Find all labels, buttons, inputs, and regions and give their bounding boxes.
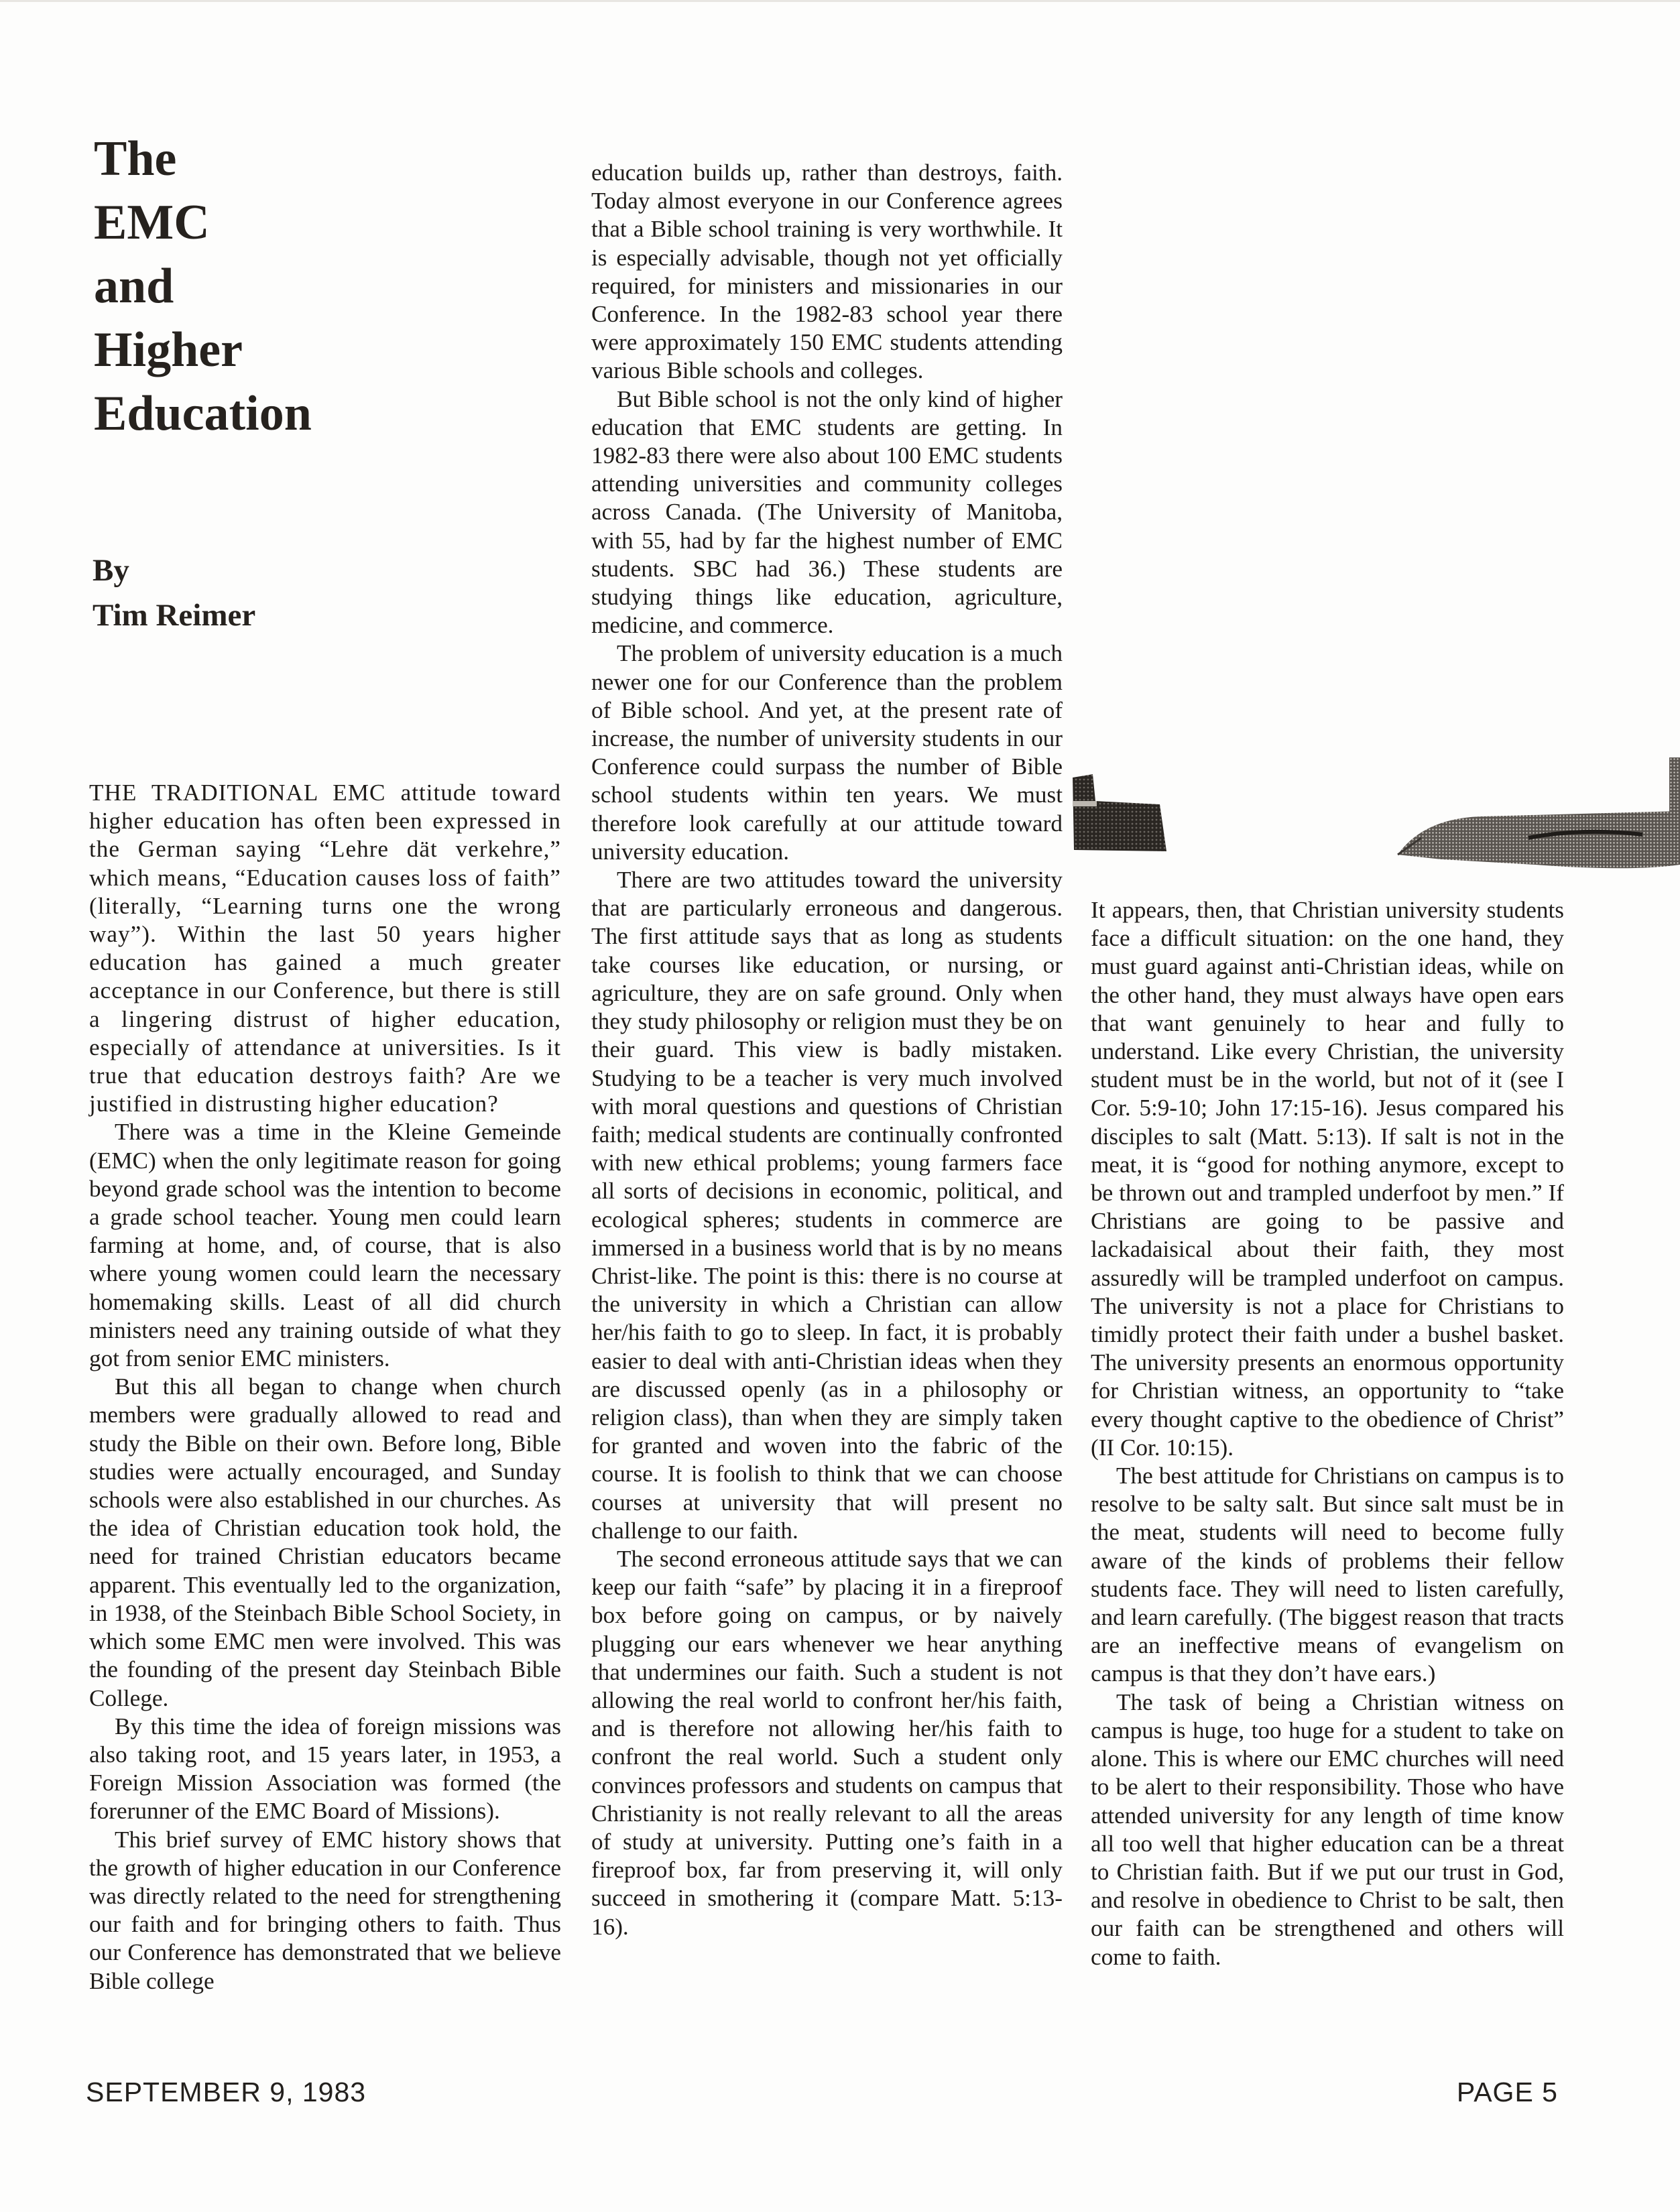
- paragraph: It appears, then, that Christian university students face a difficult situation: on the one hand, they must guard against anti-Christian ideas, while on the other hand, they must always have open ears that want genuinely to hear and fully to understand. Like every Christian, the university student must be in the world, but not of it (see I Cor. 5:9-10; John 17:15-16). Jesus compared his disciples to salt (Matt. 5:13). If salt is not in the meat, it is “good for nothing anymore, except to be thrown out and trampled underfoot by men.” If Christians are going to be passive and lackadaisical about their faith, they most assuredly will be trampled underfoot on campus. The university is not a place for Christians to timidly protect their faith under a bushel basket. The university presents an enormous opportunity for Christian witness, an opportunity to “take every thought captive to the obedience of Christ” (II Cor. 10:15).: [1091, 897, 1564, 1461]
- paragraph: The second erroneous attitude says that we can keep our faith “safe” by placing it in a fireproof box before going on campus, or by naively plugging our ears whenever we hear anything that undermines our faith. Such a student is not allowing the real world to confront her/his faith, and is therefore not allowing her/his faith to confront the real world. Such a student only convinces professors and students on campus that Christianity is not really relevant to all the areas of study at university. Putting one’s faith in a fireproof box, far from preserving it, will only succeed in smothering it (compare Matt. 5:13-16).: [591, 1545, 1063, 1940]
- title-line: and: [94, 259, 174, 314]
- page-number: PAGE 5: [1456, 2077, 1558, 2107]
- paragraph: This brief survey of EMC history shows that the growth of higher education in our Conference was directly related to the need for strengthening our faith and for bringing others to faith. Thus our Conference has demonstrated that we believe Bible college: [89, 1826, 561, 1994]
- article-title: [94, 127, 429, 446]
- paragraph: There are two attitudes toward the university that are particularly erroneous and dangerous. The first attitude says that as long as students take courses like education, or nursing, or agriculture, they are on safe ground. Only when they study philosophy or religion must they be on their guard. This view is badly mistaken. Studying to be a teacher is very much involved with moral questions and questions of Christian faith; medical students are continually confronted with new ethical problems; young farmers face all sorts of decisions in economic, political, and ecological spheres; students in commerce are immersed in a business world that is by no means Christ-like. The point is this: there is no course at the university in which a Christian can allow her/his faith to go to sleep. In fact, it is probably easier to deal with anti-Christian ideas when they are discussed openly (as in a philosophy or religion class), than when they are simply taken for granted and woven into the fabric of the course. It is foolish to think that we can choose courses at university that will present no challenge to our faith.: [591, 867, 1063, 1544]
- title-line: Higher: [94, 322, 243, 377]
- title-line: The: [94, 131, 177, 186]
- paragraph: THE TRADITIONAL EMC attitude toward higher education has often been expressed in the German saying “Lehre dät verkehre,” which means, “Education causes loss of faith” (literally, “Learning turns one the wrong way”). Within the last 50 years higher education has gained a much greater acceptance in our Conference, but there is still a lingering distrust of higher education, especially of attendance at universities. Is it true that education destroys faith? Are we justified in distrusting higher education?: [89, 780, 561, 1117]
- paragraph: The best attitude for Christians on campus is to resolve to be salty salt. But since salt must be in the meat, students will need to become fully aware of the kinds of problems their fellow students face. They will need to listen carefully, and learn carefully. (The biggest reason that tracts are an ineffective means of evangelism on campus is that they don’t have ears.): [1091, 1463, 1564, 1687]
- text-column-1: [89, 779, 561, 1995]
- byline: [93, 548, 428, 638]
- paragraph: But this all began to change when church members were gradually allowed to read and study the Bible on their own. Before long, Bible studies were actually encouraged, and Sunday schools were also established in our churches. As the idea of Christian education took hold, the need for trained Christian educators became apparent. This eventually led to the organization, in 1938, of the Steinbach Bible School Society, in which some EMC men were involved. This was the founding of the present day Steinbach Bible College.: [89, 1373, 561, 1711]
- byline-by: By: [93, 553, 129, 588]
- title-line: Education: [94, 386, 312, 441]
- paragraph: education builds up, rather than destroys, faith. Today almost everyone in our Conference agrees that a Bible school training is very worthwhile. It is especially advisable, though not yet officially required, for ministers and missionaries in our Conference. In the 1982-83 school year there were approximately 150 EMC students attending various Bible schools and colleges.: [591, 160, 1063, 384]
- paragraph: There was a time in the Kleine Gemeinde (EMC) when the only legitimate reason for going beyond grade school was the intention to become a grade school teacher. Young men could learn farming at home, and, of course, that is also where young women could learn the necessary homemaking skills. Least of all did church ministers need any training outside of what they got from senior EMC ministers.: [89, 1119, 561, 1372]
- photo-fragment-illustration: [1066, 737, 1680, 885]
- issue-date: SEPTEMBER 9, 1983: [86, 2077, 367, 2107]
- text-column-3: [1091, 896, 1564, 1971]
- title-line: EMC: [94, 195, 210, 250]
- paragraph: The task of being a Christian witness on campus is huge, too huge for a student to take on alone. This is where our EMC churches will need to be alert to their responsibility. Those who have attended university for any length of time know all too well that higher education can be a threat to Christian faith. But if we put our trust in God, and resolve in obedience to Christ to be salt, then our faith can be strengthened and others will come to faith.: [1091, 1688, 1564, 1970]
- paragraph: But Bible school is not the only kind of higher education that EMC students are getting. In 1982-83 there were also about 100 EMC students attending universities and community colleges across Canada. (The University of Manitoba, with 55, had by far the highest number of EMC students. SBC had 36.) These students are studying things like education, agriculture, medicine, and commerce.: [591, 385, 1063, 639]
- scan-edge: [0, 0, 1680, 2]
- paragraph: By this time the idea of foreign missions was also taking root, and 15 years later, in 1953, a Foreign Mission Association was formed (the forerunner of the EMC Board of Missions).: [89, 1713, 561, 1825]
- paragraph: The problem of university education is a much newer one for our Conference than the problem of Bible school. And yet, at the present rate of increase, the number of university students in our Conference could surpass the number of Bible school students within ten years. We must therefore look carefully at our attitude toward university education.: [591, 640, 1063, 865]
- byline-author: Tim Reimer: [93, 598, 256, 633]
- text-column-2: [591, 159, 1063, 1941]
